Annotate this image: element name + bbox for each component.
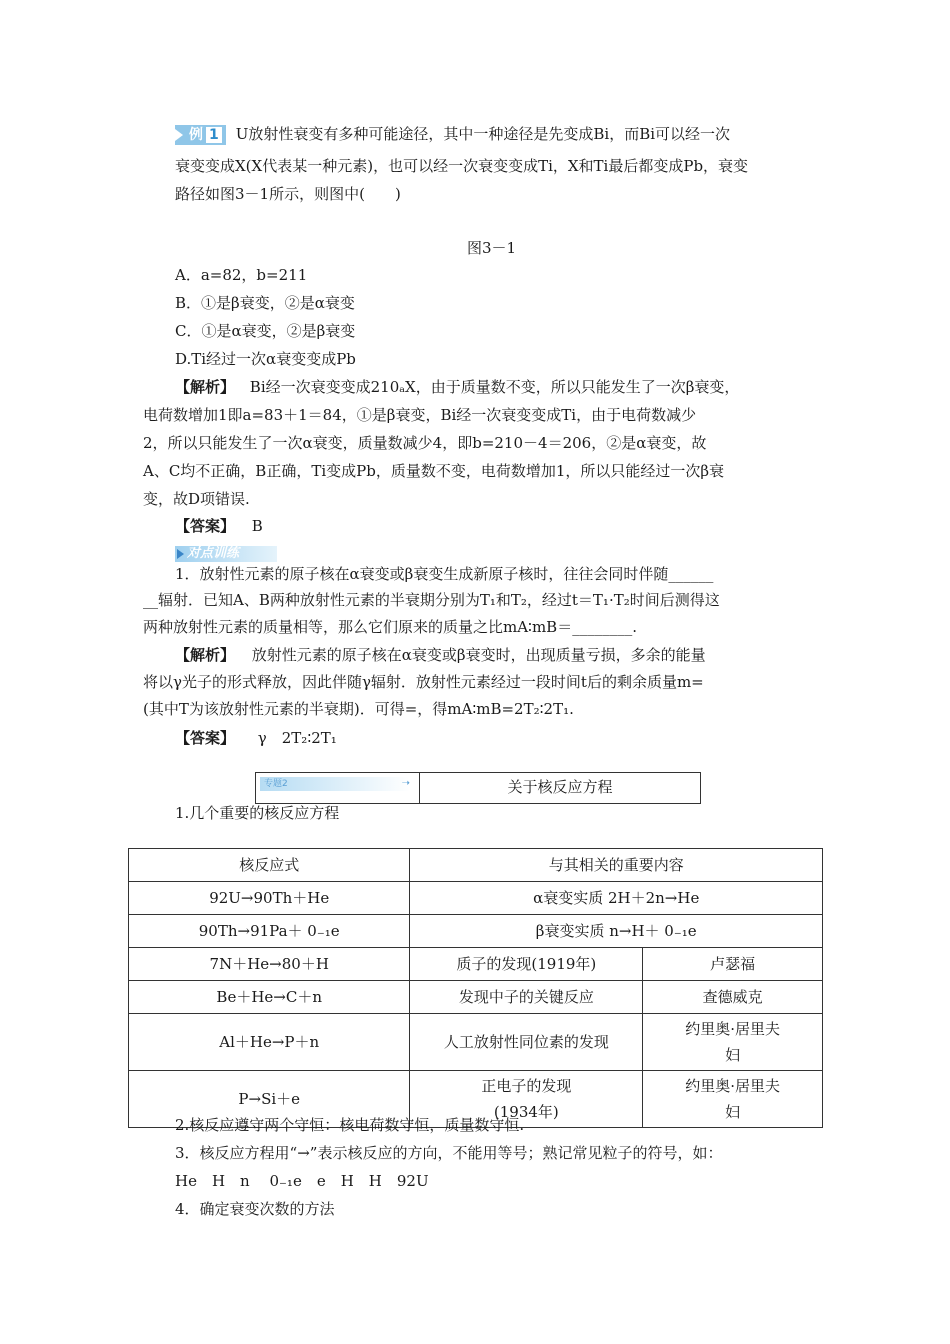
practice-analysis-line1 — [175, 644, 706, 666]
note-2: 2.核反应遵守两个守恒：核电荷数守恒，质量数守恒. — [175, 1116, 525, 1134]
table-cell-equation: P→Si＋e — [129, 1071, 410, 1128]
note-4: 4．确定衰变次数的方法 — [175, 1200, 335, 1218]
example-analysis-line1 — [175, 376, 739, 398]
option-c: C．①是α衰变，②是β衰变 — [175, 322, 356, 340]
table-cell-content: 人工放射性同位素的发现 — [410, 1014, 643, 1071]
table-cell-equation: 7N＋He→80＋H — [129, 948, 410, 981]
practice-analysis-line2: 将以γ光子的形式释放，因此伴随γ辐射．放射性元素经过一段时间t后的剩余质量m= — [143, 673, 704, 691]
analysis-label: 【解析】 — [175, 646, 236, 664]
example-text-1: U放射性衰变有多种可能途径，其中一种途径是先变成Bi，而Bi可以经一次 — [235, 125, 731, 143]
table-cell-person: 卢瑟福 — [643, 948, 823, 981]
table-header: 核反应式 — [129, 849, 410, 882]
answer-label: 【答案】 — [175, 517, 236, 535]
practice-question-line3: 两种放射性元素的质量相等，那么它们原来的质量之比mA∶mB＝________. — [143, 618, 637, 636]
note-3: 3．核反应方程用“→”表示核反应的方向，不能用等号；熟记常见粒子的符号，如： — [175, 1144, 723, 1162]
example-question-line3: 路径如图3－1所示，则图中( ) — [175, 185, 401, 203]
arrow-right-icon: ➝ — [401, 778, 410, 789]
topic-badge-label: 专题2 — [264, 779, 288, 789]
table-row — [129, 882, 823, 915]
example-tag: 例 1 — [175, 125, 226, 145]
analysis-text: Bi经一次衰变变成210ₐX，由于质量数不变，所以只能发生了一次β衰变， — [249, 378, 740, 396]
option-d: D.Ti经过一次α衰变变成Pb — [175, 350, 356, 368]
table-cell-person: 约里奥·居里夫妇 — [643, 1014, 823, 1071]
example-analysis-line3: 2，所以只能发生了一次α衰变，质量数减少4，即b=210－4＝206，②是α衰变，故 — [143, 434, 707, 452]
practice-analysis-line3: (其中T为该放射性元素的半衰期)．可得=，得mA∶mB=2T₂∶2T₁. — [143, 700, 574, 718]
section-title: 1.几个重要的核反应方程 — [175, 804, 340, 822]
practice-answer — [175, 727, 337, 749]
option-a: A．a=82，b=211 — [175, 266, 308, 284]
table-cell-equation: 90Th→91Pa＋ 0₋₁e — [129, 915, 410, 948]
example-analysis-line4: A、C均不正确，B正确，Ti变成Pb，质量数不变，电荷数增加1，所以只能经过一次β衰 — [143, 462, 725, 480]
table-header: 与其相关的重要内容 — [410, 849, 823, 882]
table-row — [129, 1014, 823, 1071]
topic-badge-cell — [256, 773, 420, 803]
table-row — [129, 948, 823, 981]
topic-title: 关于核反应方程 — [507, 778, 613, 796]
example-analysis-line5: 变，故D项错误. — [143, 490, 250, 508]
table-cell-equation: Al＋He→P＋n — [129, 1014, 410, 1071]
topic-header-box — [255, 772, 701, 804]
topic-badge — [260, 777, 410, 791]
table-cell-equation: 92U→90Th＋He — [129, 882, 410, 915]
table-cell-person: 约里奥·居里夫妇 — [643, 1071, 823, 1128]
table-row — [129, 915, 823, 948]
table-cell-equation: Be＋He→C＋n — [129, 981, 410, 1014]
example-number: 1 — [206, 127, 222, 143]
table-cell-person: 查德威克 — [643, 981, 823, 1014]
table-cell-content: α衰变实质 2H＋2n→He — [410, 882, 823, 915]
analysis-text: 放射性元素的原子核在α衰变或β衰变时，出现质量亏损，多余的能量 — [251, 646, 706, 664]
example-analysis-line2: 电荷数增加1即a=83＋1＝84，①是β衰变，Bi经一次衰变变成Ti，由于电荷数减少 — [143, 406, 697, 424]
option-b: B．①是β衰变，②是α衰变 — [175, 294, 355, 312]
note-3-symbols: He H n 0₋₁e e H H 92U — [175, 1172, 429, 1190]
reaction-table — [128, 848, 823, 1128]
example-question-line2: 衰变变成X(X代表某一种元素)，也可以经一次衰变变成Ti，X和Ti最后都变成Pb，衰变 — [175, 157, 749, 175]
table-cell-content: 发现中子的关键反应 — [410, 981, 643, 1014]
example-question-line1 — [175, 123, 730, 145]
table-row — [129, 981, 823, 1014]
answer-value: γ 2T₂∶2T₁ — [257, 729, 337, 747]
practice-tag: 对点训练 — [175, 546, 277, 562]
table-cell-content: 正电子的发现(1934年) — [410, 1071, 643, 1128]
analysis-label: 【解析】 — [175, 378, 236, 396]
table-header-row — [129, 849, 823, 882]
table-cell-content: β衰变实质 n→H＋ 0₋₁e — [410, 915, 823, 948]
practice-question-line2: __辐射．已知A、B两种放射性元素的半衰期分别为T₁和T₂，经过t＝T₁·T₂时间后测得这 — [143, 591, 720, 609]
figure-caption: 图3－1 — [467, 239, 517, 257]
example-answer — [175, 515, 263, 537]
table-cell-content: 质子的发现(1919年) — [410, 948, 643, 981]
answer-value: B — [251, 517, 263, 535]
answer-label: 【答案】 — [175, 729, 236, 747]
practice-question-line1: 1．放射性元素的原子核在α衰变或β衰变生成新原子核时，往往会同时伴随______ — [175, 565, 714, 583]
